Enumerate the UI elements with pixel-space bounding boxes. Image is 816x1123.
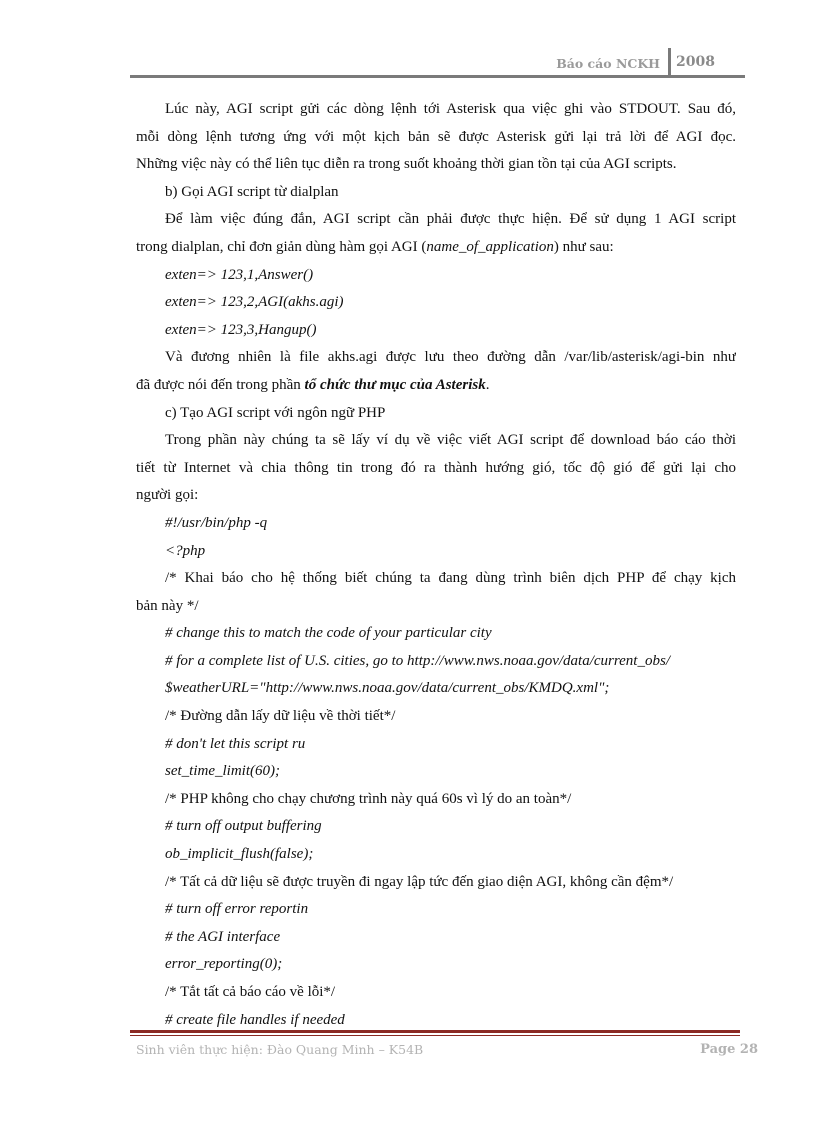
code-line: # don't let this script ru [165, 735, 306, 752]
emphasis-text: name_of_application [426, 238, 554, 255]
code-line: #!/usr/bin/php -q [165, 514, 268, 531]
comment-line: /* Đường dẫn lấy dữ liệu về thời tiết*/ [165, 708, 396, 725]
header-separator [668, 48, 671, 76]
code-line: <?php [165, 542, 206, 559]
text-span: đã được nói đến trong phần [136, 376, 305, 393]
section-heading-c: c) Tạo AGI script với ngôn ngữ PHP [165, 404, 386, 421]
paragraph-line [136, 234, 736, 262]
code-line: set_time_limit(60); [165, 763, 280, 780]
comment-line: /* Tất cả dữ liệu sẽ được truyền đi ngay lập tức đến giao diện AGI, không cần đệm*/ [165, 873, 674, 890]
emphasis-text: tổ chức thư mục của Asterisk [304, 376, 486, 393]
dialplan-line: exten=> 123,3,Hangup() [165, 321, 317, 338]
code-line: $weatherURL="http://www.nws.noaa.gov/data/current_obs/KMDQ.xml"; [165, 680, 610, 697]
section-heading-b: b) Gọi AGI script từ dialplan [165, 183, 339, 200]
paragraph-line [136, 372, 736, 400]
dialplan-line: exten=> 123,2,AGI(akhs.agi) [165, 294, 344, 311]
footer-rule [130, 1030, 740, 1033]
comment-line: bản này */ [136, 597, 199, 614]
text-span: trong dialplan, chỉ đơn giản dùng hàm gọi AGI ( [136, 238, 427, 255]
code-line: error_reporting(0); [165, 956, 283, 973]
paragraph-line: Và đương nhiên là file akhs.agi được lưu theo đường dẫn /var/lib/asterisk/agi-bin như [165, 349, 736, 366]
paragraph-line: Trong phần này chúng ta sẽ lấy ví dụ về việc viết AGI script để download báo cáo thời [165, 432, 736, 449]
code-line: # for a complete list of U.S. cities, go to http://www.nws.noaa.gov/data/current_obs/ [165, 652, 670, 669]
page-header [130, 44, 745, 78]
text-span: ) như sau: [553, 238, 614, 255]
code-line: # create file handles if needed [165, 1011, 345, 1028]
header-rule [130, 75, 745, 78]
paragraph-line: người gọi: [136, 487, 199, 504]
paragraph-line: Để làm việc đúng đắn, AGI script cần phải được thực hiện. Để sử dụng 1 AGI script [165, 211, 736, 228]
comment-line: /* Khai báo cho hệ thống biết chúng ta đang dùng trình biên dịch PHP để chạy kịch [165, 570, 736, 587]
paragraph-line: Lúc này, AGI script gửi các dòng lệnh tới Asterisk qua việc ghi vào STDOUT. Sau đó, [165, 101, 736, 117]
footer-rule-thin [130, 1035, 740, 1036]
page-body [136, 96, 736, 1034]
comment-line: /* PHP không cho chạy chương trình này quá 60s vì lý do an toàn*/ [165, 790, 572, 807]
text-span: . [485, 376, 490, 393]
paragraph-line: tiết từ Internet và chia thông tin trong đó ra thành hướng gió, tốc độ gió để gửi lại cho [136, 459, 736, 476]
code-line: # the AGI interface [165, 928, 281, 945]
code-line: # turn off output buffering [165, 818, 322, 835]
comment-line: /* Tắt tất cả báo cáo về lỗi*/ [165, 984, 336, 1000]
header-title: Báo cáo NCKH [556, 56, 660, 71]
code-line: ob_implicit_flush(false); [165, 846, 314, 863]
code-line: # change this to match the code of your particular city [165, 625, 492, 642]
paragraph-line: mỗi dòng lệnh tương ứng với một kịch bản sẽ được Asterisk gửi lại trả lời để AGI đọc. [136, 128, 736, 145]
page-number: Page 28 [700, 1042, 758, 1057]
dialplan-line: exten=> 123,1,Answer() [165, 266, 314, 283]
footer-author: Sinh viên thực hiện: Đào Quang Minh – K54B [136, 1042, 424, 1057]
code-line: # turn off error reportin [165, 901, 309, 918]
header-year: 2008 [676, 54, 715, 70]
paragraph-line: Những việc này có thể liên tục diễn ra trong suốt khoảng thời gian tồn tại của AGI scripts. [136, 156, 677, 173]
